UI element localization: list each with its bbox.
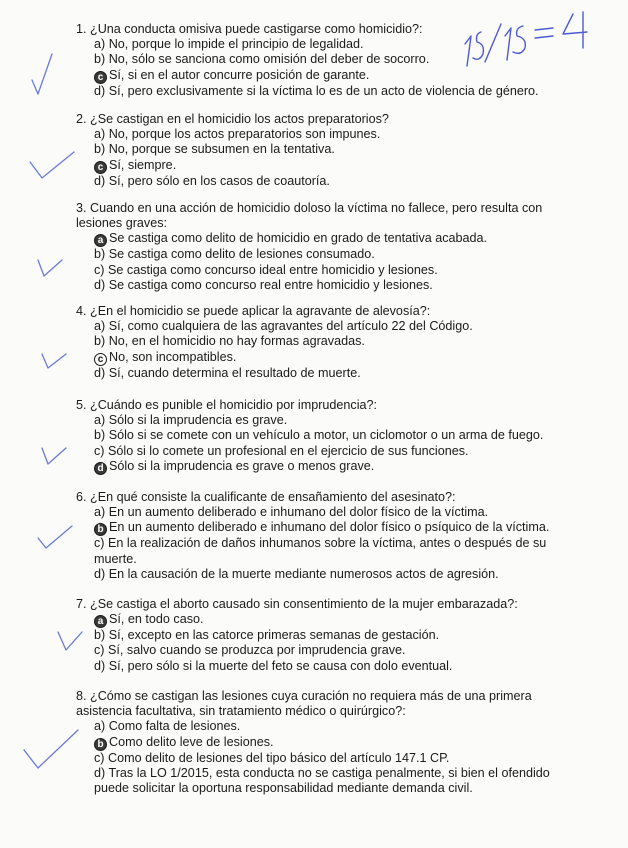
selected-answer-mark: c — [94, 161, 107, 174]
option-c: c) Sí, salvo cuando se produzca por imprudencia grave. — [94, 643, 406, 658]
check-mark-icon — [36, 256, 66, 280]
option-b-selected: b En un aumento deliberado e inhumano del dolor físico o psíquico de la víctima. — [76, 520, 576, 536]
selected-answer-mark: c — [94, 353, 107, 366]
option-a: a) Sólo si la imprudencia es grave. — [94, 413, 288, 428]
question-text: 1. ¿Una conducta omisiva puede castigarse como homicidio?: — [76, 22, 423, 36]
question-text: 3. Cuando en una acción de homicidio doloso la víctima no fallece, pero resulta con lesiones graves: — [76, 201, 543, 231]
option-a: a) Sí, como cualquiera de las agravantes del artículo 22 del Código. — [94, 319, 473, 334]
option-c-selected: c No, son incompatibles. — [76, 350, 576, 366]
option-a: a) No, porque lo impide el principio de legalidad. — [94, 37, 364, 52]
question-4 — [76, 304, 576, 381]
check-mark-icon — [40, 348, 70, 372]
question-5 — [76, 398, 576, 475]
option-b-selected: b Como delito leve de lesiones. — [76, 735, 576, 751]
option-d-selected: d Sólo si la imprudencia es grave o menos grave. — [76, 459, 576, 475]
selected-answer-mark: a — [94, 615, 107, 628]
question-6 — [76, 490, 576, 582]
check-mark-icon — [36, 522, 76, 552]
option-a: a) No, porque los actos preparatorios son impunes. — [94, 127, 381, 142]
question-text: 2. ¿Se castigan en el homicidio los actos preparatorios? — [76, 112, 389, 126]
question-1 — [76, 22, 576, 99]
selected-answer-mark: a — [94, 234, 107, 247]
option-a-selected: a Sí, en todo caso. — [76, 612, 576, 628]
option-b: b) Se castiga como delito de lesiones consumado. — [94, 247, 375, 262]
option-d: d) Sí, pero exclusivamente si la víctima lo es de un acto de violencia de género. — [94, 83, 539, 98]
option-c: c) Como delito de lesiones del tipo básico del artículo 147.1 CP. — [94, 750, 450, 765]
option-c-selected: c Sí, si en el autor concurre posición de garante. — [76, 68, 576, 84]
check-mark-icon — [28, 148, 78, 188]
check-mark-icon — [22, 726, 82, 776]
option-d: d) En la causación de la muerte mediante numerosos actos de agresión. — [94, 566, 499, 581]
option-c: c) En la realización de daños inhumanos sobre la víctima, antes o después de su muerte. — [94, 536, 547, 566]
option-a: a) En un aumento deliberado e inhumano del dolor físico de la víctima. — [94, 505, 489, 520]
option-a: a) Como falta de lesiones. — [94, 719, 241, 734]
question-text: 5. ¿Cuándo es punible el homicidio por imprudencia?: — [76, 398, 378, 412]
question-2 — [76, 112, 576, 189]
option-d: d) Se castiga como concurso real entre homicidio y lesiones. — [94, 277, 433, 292]
option-b: b) Sí, excepto en las catorce primeras semanas de gestación. — [94, 628, 440, 643]
option-b: b) No, sólo se sanciona como omisión del deber de socorro. — [94, 52, 430, 67]
question-text: 7. ¿Se castiga el aborto causado sin consentimiento de la mujer embarazada?: — [76, 597, 518, 611]
option-b: b) Sólo si se comete con un vehículo a motor, un ciclomotor o un arma de fuego. — [94, 428, 544, 443]
selected-answer-mark: b — [94, 738, 107, 751]
check-mark-icon — [40, 444, 70, 468]
option-c: c) Sólo si lo comete un profesional en el ejercicio de sus funciones. — [94, 443, 469, 458]
option-b: b) No, porque se subsumen en la tentativa. — [94, 142, 335, 157]
option-c-selected: c Sí, siempre. — [76, 158, 576, 174]
selected-answer-mark: b — [94, 523, 107, 536]
question-3 — [76, 201, 576, 293]
check-mark-icon — [28, 50, 58, 98]
selected-answer-mark: d — [94, 462, 107, 475]
option-d: d) Sí, pero sólo si la muerte del feto se causa con dolo eventual. — [94, 658, 453, 673]
option-d: d) Sí, cuando determina el resultado de muerte. — [94, 365, 361, 380]
question-8 — [76, 689, 576, 796]
question-text: 6. ¿En qué consiste la cualificante de ensañamiento del asesinato?: — [76, 490, 456, 504]
option-b: b) No, en el homicidio no hay formas agravadas. — [94, 334, 365, 349]
selected-answer-mark: c — [94, 71, 107, 84]
question-text: 4. ¿En el homicidio se puede aplicar la agravante de alevosía?: — [76, 304, 431, 318]
option-c: c) Se castiga como concurso ideal entre homicidio y lesiones. — [94, 262, 438, 277]
question-7 — [76, 597, 576, 674]
option-a-selected: a Se castiga como delito de homicidio en grado de tentativa acabada. — [76, 231, 576, 247]
option-d: d) Sí, pero sólo en los casos de coautoría. — [94, 173, 330, 188]
question-text: 8. ¿Cómo se castigan las lesiones cuya curación no requiera más de una primera asistencia facultativa, sin tratamiento médico o quirúrgico?: — [76, 689, 532, 719]
option-d: d) Tras la LO 1/2015, esta conducta no se castiga penalmente, si bien el ofendido puede solicitar la oportuna responsabilidad mediante demanda civil. — [94, 765, 550, 796]
